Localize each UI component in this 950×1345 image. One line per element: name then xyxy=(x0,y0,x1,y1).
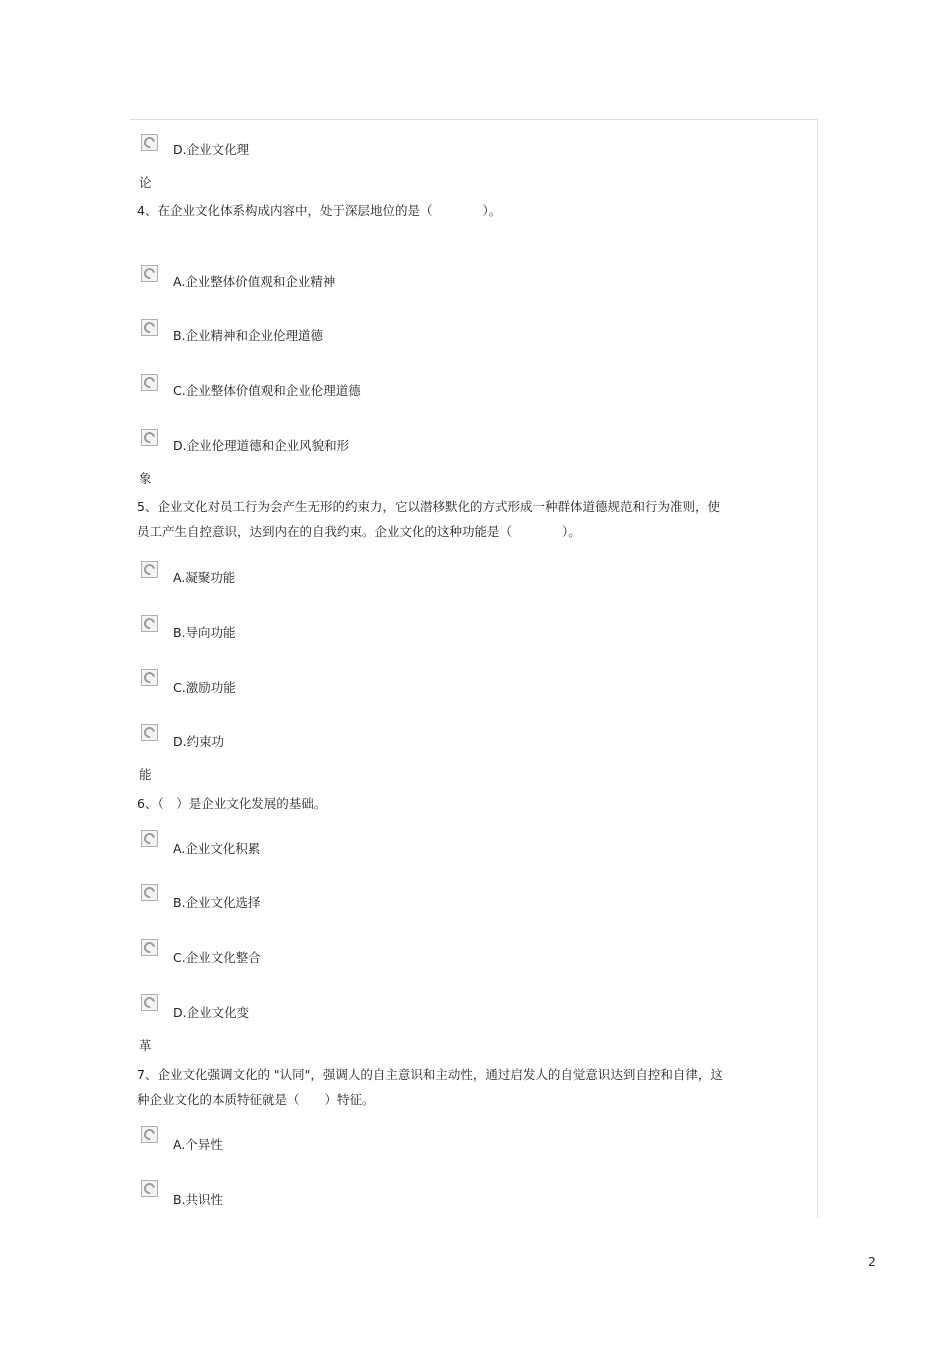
q5-stem-line1: 5、企业文化对员工行为会产生无形的约束力，它以潜移默化的方式形成一种群体道德规范和行为准则，使 xyxy=(137,499,720,514)
q5-option-a-radio[interactable] xyxy=(141,561,158,578)
q7-stem-line1: 7、企业文化强调文化的 "认同"，强调人的自主意识和主动性，通过启发人的自觉意识达到自控和自律，这 xyxy=(137,1067,723,1082)
q5-option-d-wrap: 能 xyxy=(139,767,152,782)
q7-option-b-label[interactable]: B.共识性 xyxy=(173,1192,224,1207)
q7-option-b-radio[interactable] xyxy=(141,1180,158,1197)
q6-option-d-radio[interactable] xyxy=(141,994,158,1011)
q6-option-d-wrap: 革 xyxy=(139,1038,152,1053)
q7-option-a-label[interactable]: A.个异性 xyxy=(173,1137,223,1152)
q7-option-a-radio[interactable] xyxy=(141,1126,158,1143)
q4-option-a-radio[interactable] xyxy=(141,265,158,282)
q6-option-c-radio[interactable] xyxy=(141,939,158,956)
q3-option-d-wrap: 论 xyxy=(139,175,152,190)
page-number: 2 xyxy=(868,1254,876,1269)
content-frame-top-border xyxy=(130,119,818,120)
q4-option-c-radio[interactable] xyxy=(141,374,158,391)
q5-stem-line2: 员工产生自控意识，达到内在的自我约束。企业文化的这种功能是（ ）。 xyxy=(137,524,581,539)
q4-option-b-radio[interactable] xyxy=(141,319,158,336)
q4-option-d-label[interactable]: D.企业伦理道德和企业风貌和形 xyxy=(173,438,350,453)
q6-stem: 6、（ ）是企业文化发展的基础。 xyxy=(137,796,327,811)
q6-option-d-label[interactable]: D.企业文化变 xyxy=(173,1005,250,1020)
q4-option-d-wrap: 象 xyxy=(139,471,152,486)
q4-stem: 4、在企业文化体系构成内容中，处于深层地位的是（ ）。 xyxy=(137,203,502,218)
q5-option-d-radio[interactable] xyxy=(141,724,158,741)
q3-option-d-radio[interactable] xyxy=(141,134,158,151)
q7-stem-line2: 种企业文化的本质特征就是（ ）特征。 xyxy=(137,1092,375,1107)
q6-option-a-radio[interactable] xyxy=(141,830,158,847)
q5-option-a-label[interactable]: A.凝聚功能 xyxy=(173,570,236,585)
q5-option-c-radio[interactable] xyxy=(141,669,158,686)
q5-option-b-label[interactable]: B.导向功能 xyxy=(173,625,236,640)
q4-option-d-radio[interactable] xyxy=(141,429,158,446)
q5-option-d-label[interactable]: D.约束功 xyxy=(173,734,225,749)
q6-option-c-label[interactable]: C.企业文化整合 xyxy=(173,950,261,965)
q4-option-c-label[interactable]: C.企业整体价值观和企业伦理道德 xyxy=(173,383,361,398)
q4-option-b-label[interactable]: B.企业精神和企业伦理道德 xyxy=(173,328,324,343)
q4-option-a-label[interactable]: A.企业整体价值观和企业精神 xyxy=(173,274,336,289)
q5-option-b-radio[interactable] xyxy=(141,615,158,632)
q6-option-b-radio[interactable] xyxy=(141,884,158,901)
q5-option-c-label[interactable]: C.激励功能 xyxy=(173,680,236,695)
q6-option-a-label[interactable]: A.企业文化积累 xyxy=(173,841,261,856)
q3-option-d-label[interactable]: D.企业文化理 xyxy=(173,142,250,157)
content-frame-right-border xyxy=(817,119,818,1218)
q6-option-b-label[interactable]: B.企业文化选择 xyxy=(173,895,261,910)
